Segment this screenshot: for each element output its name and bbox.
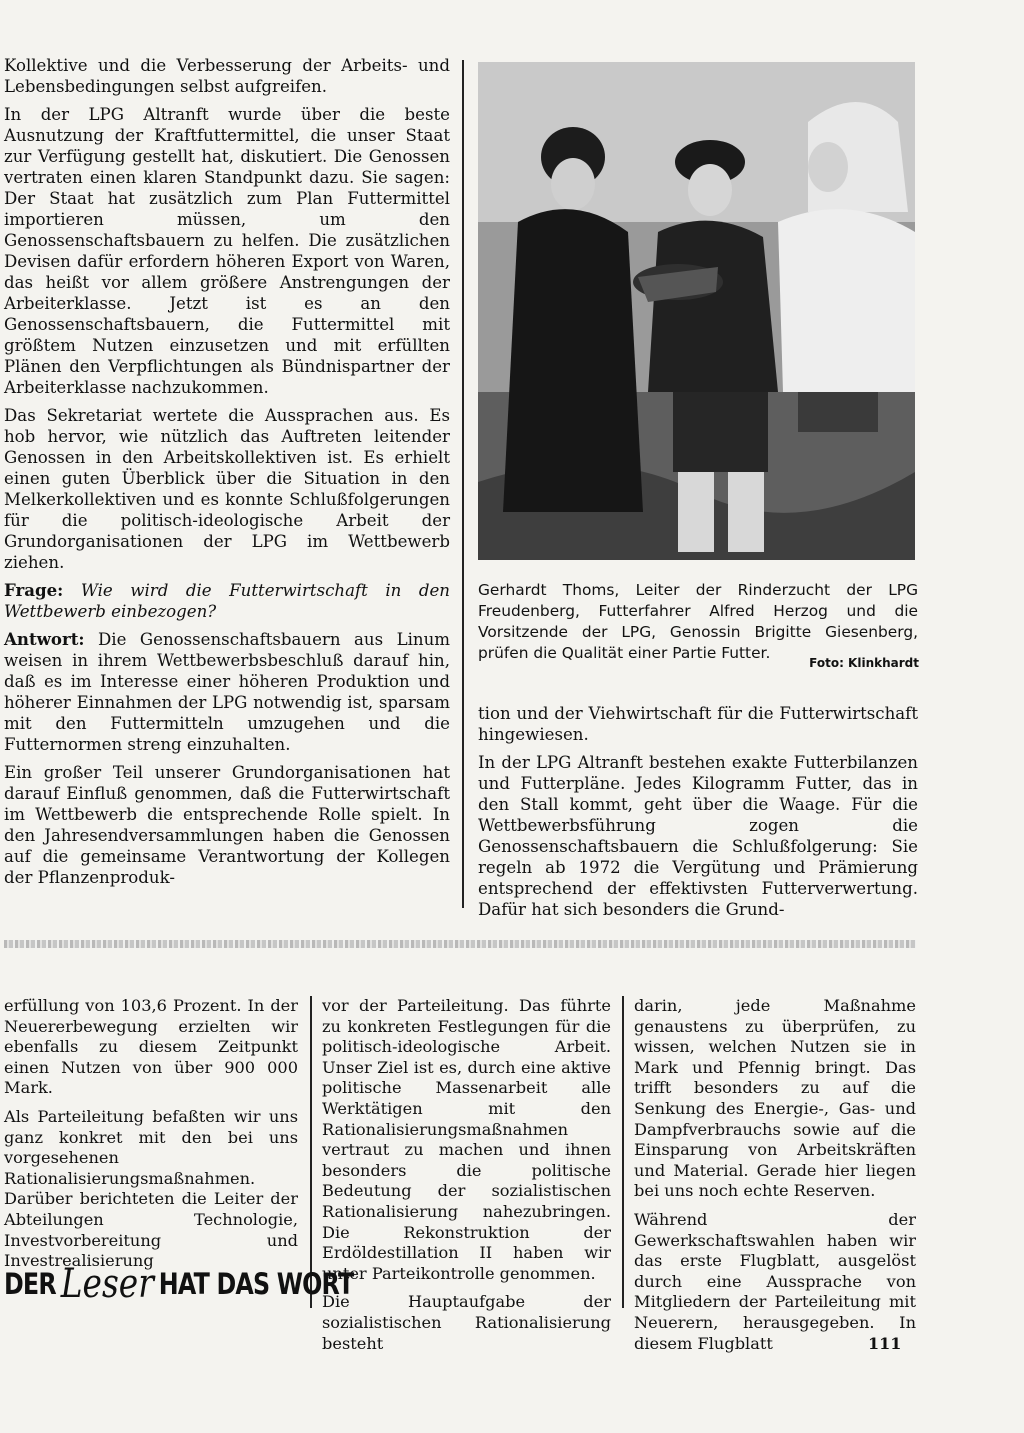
left-article-column <box>4 55 450 895</box>
section-divider <box>4 940 916 948</box>
paragraph: Das Sekretariat wertete die Aussprachen aus. Es hob hervor, wie nützlich das Auftreten leitender Genossen in den Arbeitskollektiven ist. Es erhielt einen guten Überblick über die Situation in den Melkerkollektiven und es konnte Schlußfolgerungen für die politisch-ideologische Arbeit der Grundorganisationen der LPG im Wettbewerb ziehen. <box>4 406 450 572</box>
right-article-column <box>478 703 918 927</box>
answer-text: Die Genossenschaftsbauern aus Linum weisen in ihrem Wettbewerbsbeschluß darauf hin, daß es im Interesse einer höheren Produktion und höherer Einnahmen der LPG notwendig ist, sparsam mit den Futtermitteln umzugehen und die Futternormen streng einzuhalten. <box>4 630 451 754</box>
column-rule <box>622 996 624 1308</box>
photo-credit: Foto: Klinkhardt <box>809 656 919 670</box>
paragraph: erfüllung von 103,6 Prozent. In der Neuererbewegung erzielten wir ebenfalls zu diesem Zeitpunkt einen Nutzen von über 900 000 Mark. <box>4 996 298 1098</box>
caption-text: Gerhardt Thoms, Leiter der Rinderzucht der LPG Freudenberg, Futterfahrer Alfred Herzog und die Vorsitzende der LPG, Genossin Brigitte Giesenberg, prüfen die Qualität einer Partie Futter. <box>478 581 918 662</box>
paragraph: Kollektive und die Verbesserung der Arbeits- und Lebensbedingungen selbst aufgreifen. <box>4 56 450 96</box>
page-number: 111 <box>868 1334 902 1353</box>
leser-hat-das-wort-logo <box>4 1261 354 1307</box>
paragraph: Ein großer Teil unserer Grundorganisationen hat darauf Einfluß genommen, daß die Futterwirtschaft im Wettbewerb die entsprechende Rolle spielt. In den Jahresendversammlungen haben die Genossen auf die gemeinsame Verantwortung der Kollegen der Pflanzenproduk- <box>4 763 450 887</box>
question <box>4 580 450 622</box>
news-photo <box>478 62 915 560</box>
column-rule <box>462 60 464 908</box>
question-label: Frage: <box>4 580 64 600</box>
paragraph: darin, jede Maßnahme genaustens zu überprüfen, zu wissen, welchen Nutzen sie in Mark und Pfennig bringt. Das trifft besonders zu auf die Senkung des Energie-, Gas- und Dampfverbrauchs sowie auf die Einsparung von Arbeitskräften und Material. Gerade hier liegen bei uns noch echte Reserven. <box>634 996 916 1201</box>
paragraph: Die Hauptaufgabe der sozialistischen Rationalisierung besteht <box>322 1292 611 1353</box>
photo-caption <box>478 580 918 664</box>
answer-label: Antwort: <box>4 629 85 649</box>
answer <box>4 629 450 755</box>
paragraph: vor der Parteileitung. Das führte zu konkreten Festlegungen für die politisch-ideologische Arbeit. Unser Ziel ist es, durch eine aktive politische Massenarbeit alle Werktätigen mit den Rationalisierungsmaßnahmen vertraut zu machen und ihnen besonders die politische Bedeutung der sozialistischen Rationalisierung nahezubringen. Die Rekonstruktion der Erdöldestillation II haben wir unter Parteikontrolle genommen. <box>322 996 611 1283</box>
paragraph: In der LPG Altranft wurde über die beste Ausnutzung der Kraftfuttermittel, die unser Staat zur Verfügung gestellt hat, diskutiert. Die Genossen vertraten einen klaren Standpunkt dazu. Sie sagen: Der Staat hat zusätzlich zum Plan Futtermittel importieren müssen, um den Genossenschaftsbauern zu helfen. Die zusätzlichen Devisen dafür erfordern höheren Export von Waren, das heißt vor allem größere Anstrengungen der Arbeiterklasse. Jetzt ist es an den Genossenschaftsbauern, die Futtermittel mit größtem Nutzen einzusetzen und mit erfüllten Plänen den Verpflichtungen als Bündnispartner der Arbeiterklasse nachzukommen. <box>4 105 450 397</box>
column-rule <box>310 996 312 1308</box>
paragraph: tion und der Viehwirtschaft für die Futterwirtschaft hingewiesen. <box>478 704 918 744</box>
logo-text-hat-das-wort: HAT DAS WORT <box>158 1267 354 1301</box>
bottom-column-1 <box>4 996 298 1280</box>
logo-text-leser: Leser <box>60 1261 154 1307</box>
logo-text-der: DER <box>4 1267 56 1301</box>
paragraph: Während der Gewerkschaftswahlen haben wir das erste Flugblatt, ausgelöst durch eine Aussprache von Mitgliedern der Parteileitung mit Neuerern, herausgegeben. In diesem Flugblatt <box>634 1209 916 1353</box>
bottom-column-2 <box>322 996 611 1362</box>
paragraph: Als Parteileitung befaßten wir uns ganz konkret mit den bei uns vorgesehenen Rationalisierungsmaßnahmen. Darüber berichteten die Leiter der Abteilungen Technologie, Investvorbereitung und Investrealisierung <box>4 1106 298 1271</box>
question-text: Wie wird die Futterwirtschaft in den Wettbewerb einbezogen? <box>4 581 450 621</box>
paragraph: In der LPG Altranft bestehen exakte Futterbilanzen und Futterpläne. Jedes Kilogramm Futter, das in den Stall kommt, geht über die Waage. Für die Wettbewerbsführung zogen die Genossenschaftsbauern die Schlußfolgerung: Sie regeln ab 1972 die Vergütung und Prämierung entsprechend der effektivsten Futterverwertung. Dafür hat sich besonders die Grund- <box>478 753 918 919</box>
bottom-column-3 <box>634 996 916 1362</box>
